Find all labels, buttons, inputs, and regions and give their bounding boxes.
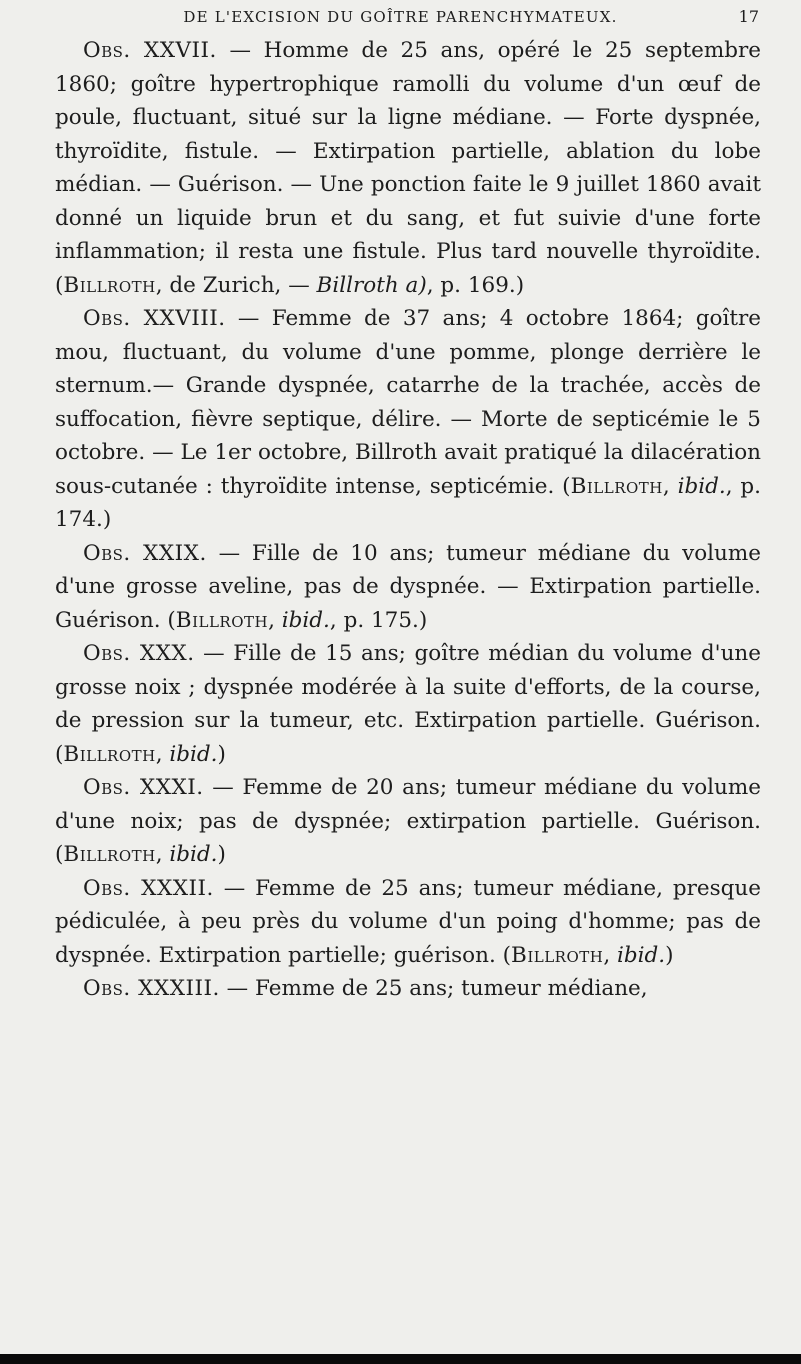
observation-label: Obs. XXVII. — [83, 38, 217, 63]
observation-text: ) — [217, 842, 226, 867]
observation-text: — Femme de 25 ans; tumeur médiane, — [219, 976, 648, 1001]
observation-text: , p. 175.) — [329, 607, 428, 633]
observation-30 — [55, 637, 761, 771]
observation-label: Obs. XXXIII. — [83, 976, 220, 1001]
observation-label: Obs. XXIX. — [83, 540, 207, 566]
observation-text: — Fille de 10 ans; tumeur médiane du volume d'une grosse aveline, pas de dyspnée. — Extirpation partielle. Guérison. ( — [55, 540, 761, 633]
observation-label: Obs. XXXI. — [83, 775, 204, 800]
reference: ibid. — [281, 607, 330, 633]
observation-text: , — [268, 607, 282, 633]
reference: Billroth a) — [316, 272, 427, 298]
author-name: Billroth — [570, 473, 663, 499]
observation-text: — Femme de 20 ans; tumeur médiane du volume d'une noix; pas de dyspnée; extirpation partielle. Guérison. ( — [55, 775, 761, 867]
observation-text: ) — [217, 741, 226, 767]
observation-31 — [55, 771, 761, 872]
observation-32 — [55, 872, 761, 973]
observation-29 — [55, 537, 761, 638]
observation-28 — [55, 302, 761, 537]
author-name: Billroth — [511, 942, 604, 968]
reference: ibid. — [677, 473, 726, 499]
running-title: DE L'EXCISION DU GOÎTRE PARENCHYMATEUX. — [183, 8, 618, 26]
observation-text: , — [662, 473, 678, 499]
observation-text: — Fille de 15 ans; goître médian du volume d'une grosse noix ; dyspnée modérée à la suite d'efforts, de la course, de pression sur la tumeur, etc. Extirpation partielle. Guérison. ( — [55, 641, 761, 767]
observation-label: Obs. XXVIII. — [83, 306, 226, 331]
page-header — [0, 6, 801, 28]
author-name: Billroth — [63, 842, 156, 867]
reference: ibid. — [617, 942, 666, 968]
observation-27 — [55, 34, 761, 302]
observation-text: , — [155, 741, 170, 767]
observation-label: Obs. XXXII. — [83, 875, 214, 901]
observation-label: Obs. XXX. — [83, 641, 195, 666]
page-body — [55, 34, 761, 1006]
observation-text: , p. 169.) — [426, 272, 525, 298]
author-name: Billroth — [175, 607, 269, 633]
observation-text: — Femme de 37 ans; 4 octobre 1864; goître mou, fluctuant, du volume d'une pomme, plonge derrière le sternum.— Grande dyspnée, catarrhe de la trachée, accès de suffocation, fièvre septique, délire. — Morte de septicémie le 5 octobre. — Le 1er octobre, Billroth avait pratiqué la dilacération sous-cutanée : thyroïdite intense, septicémie. ( — [55, 306, 761, 499]
author-name: Billroth — [63, 272, 156, 298]
observation-text: , p. 174.) — [55, 473, 762, 532]
observation-text: , de Zurich, — — [155, 272, 317, 298]
observation-text: ) — [665, 942, 674, 968]
observation-33 — [55, 972, 761, 1006]
scan-edge-band — [0, 1354, 801, 1364]
observation-text: — Homme de 25 ans, opéré le 25 septembre 1860; goître hypertrophique ramolli du volume d'un œuf de poule, fluctuant, situé sur la ligne médiane. — Forte dyspnée, thyroïdite, fistule. — Extirpation partielle, ablation du lobe médian. — Guérison. — Une ponction faite le 9 juillet 1860 avait donné un liquide brun et du sang, et fut suivie d'une forte inflammation; il resta une fistule. Plus tard nouvelle thyroïdite. ( — [55, 38, 761, 298]
observation-text: , — [155, 842, 170, 867]
reference: ibid. — [169, 842, 218, 867]
author-name: Billroth — [63, 741, 156, 767]
observation-text: , — [603, 942, 618, 968]
reference: ibid. — [169, 741, 218, 767]
observation-text: — Femme de 25 ans; tumeur médiane, presque pédiculée, à peu près du volume d'un poing d'homme; pas de dyspnée. Extirpation partielle; guérison. ( — [55, 875, 761, 968]
page-number: 17 — [738, 7, 759, 26]
